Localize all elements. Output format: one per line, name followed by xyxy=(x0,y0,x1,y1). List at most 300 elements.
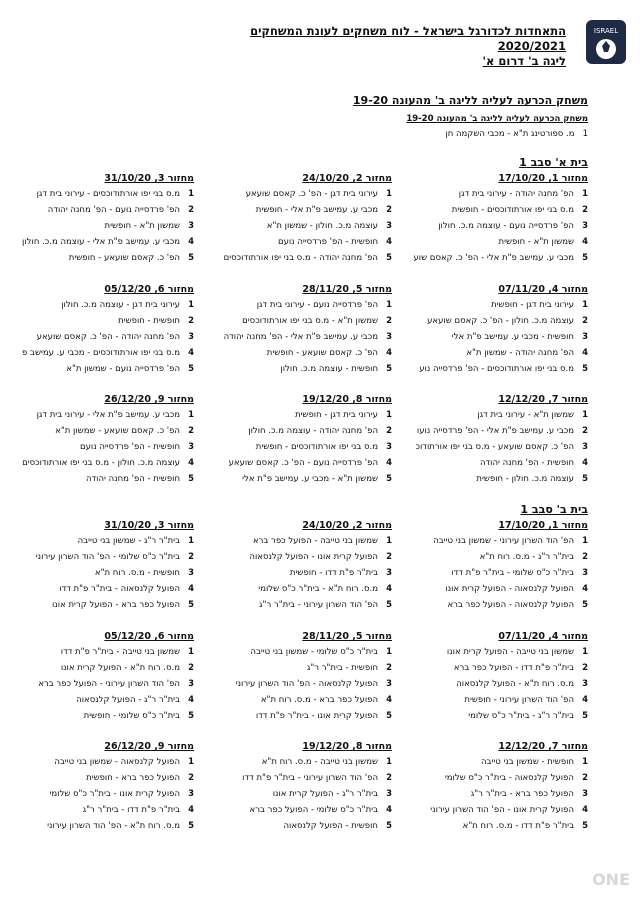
watermark-logo: ONE xyxy=(592,870,630,889)
match-row xyxy=(8,770,194,786)
match-text: שמשון ת"א - חופשית xyxy=(498,237,574,247)
match-row xyxy=(206,407,392,423)
match-number: 5 xyxy=(386,364,392,374)
match-number: 1 xyxy=(188,189,194,199)
match-text: הפועל קרית אונו - הפ' הוד השרון עירוני xyxy=(430,805,574,815)
playoff-subtitle: משחק הכרעה לעליה לליגה ב' מהעונה 19-20 xyxy=(406,114,588,124)
match-text: הפ' פרדסייה נועם - הפ' כ. קאסם שועאע xyxy=(228,458,378,468)
match-row xyxy=(206,692,392,708)
match-row xyxy=(206,708,392,724)
match-text: חופשית - מ.ס. רוח ת"א xyxy=(94,568,180,578)
match-number: 1 xyxy=(386,410,392,420)
round-header: מחזור 3, 31/10/20 xyxy=(104,173,194,184)
ifa-logo xyxy=(582,18,630,66)
match-row xyxy=(206,660,392,676)
match-text: חופשית - הפ' פרדסייה נועם xyxy=(277,237,378,247)
match-text: חופשית - חופשית xyxy=(118,316,180,326)
match-text: בית"ר פ"ת דדו - מ.ס. רוח ת"א xyxy=(462,821,574,831)
round-block xyxy=(206,393,392,487)
match-row xyxy=(206,471,392,487)
match-number: 2 xyxy=(386,205,392,215)
match-text: מ.ס. רוח ת"א - בית"ר כ"ס שלומי xyxy=(258,584,378,594)
match-number: 2 xyxy=(582,205,588,215)
match-number: 3 xyxy=(188,679,194,689)
match-number: 5 xyxy=(188,711,194,721)
match-row xyxy=(402,770,588,786)
match-number: 4 xyxy=(386,237,392,247)
match-text: מכבי ע. עמישב פ"ת אלי - הפ' מחנה יהודה xyxy=(223,332,378,342)
match-text: עירוני בית דגן - עוצמה מ.כ. חולון xyxy=(61,300,180,310)
match-row xyxy=(206,644,392,660)
match-text: הפועל קלנסאוה - בית"ר כ"ס שלומי xyxy=(444,773,574,783)
match-text: הפועל קלנסאוה - הפ' הוד השרון עירוני xyxy=(235,679,378,689)
match-text: עירוני בית דגן - חופשית xyxy=(294,410,378,420)
match-number: 2 xyxy=(188,773,194,783)
match-row xyxy=(206,234,392,250)
match-number: 1 xyxy=(582,647,588,657)
match-text: הפ' הוד השרון עירוני - הפועל כפר ברא xyxy=(38,679,180,689)
match-text: בית"ר פ"ת דדו - בית"ר ר"ג xyxy=(82,805,180,815)
match-text: הפ' פרדסייה נועם - שמשון ת"א xyxy=(66,364,180,374)
match-row xyxy=(402,549,588,565)
match-number: 1 xyxy=(386,536,392,546)
match-number: 4 xyxy=(188,805,194,815)
match-text: מכבי ע. עמישב פ"ת אלי - חופשית xyxy=(255,205,378,215)
match-number: 4 xyxy=(386,695,392,705)
match-text: עירוני בית דגן - הפ' כ. קאסם שועאע xyxy=(245,189,378,199)
match-number: 4 xyxy=(386,458,392,468)
match-row xyxy=(402,471,588,487)
match-number: 5 xyxy=(582,711,588,721)
match-row xyxy=(206,533,392,549)
match-text: הפ' כ. קאסם שועאע - חופשית xyxy=(266,348,378,358)
match-row xyxy=(206,565,392,581)
round-header: מחזור 2, 24/10/20 xyxy=(302,173,392,184)
match-text: עירוני בית דגן - חופשית xyxy=(490,300,574,310)
match-row xyxy=(8,250,194,266)
match-row xyxy=(206,297,392,313)
match-number: 4 xyxy=(582,695,588,705)
match-row xyxy=(402,676,588,692)
match-row xyxy=(206,218,392,234)
match-row xyxy=(8,297,194,313)
round-block xyxy=(402,519,588,613)
document-header xyxy=(186,24,566,69)
match-number: 2 xyxy=(386,663,392,673)
match-number: 1 xyxy=(582,757,588,767)
round-header: מחזור 7, 12/12/20 xyxy=(498,394,588,405)
match-row xyxy=(206,313,392,329)
match-row xyxy=(206,186,392,202)
match-row xyxy=(402,660,588,676)
match-number: 1 xyxy=(386,300,392,310)
match-text: הפ' מחנה יהודה - עירוני בית דגן xyxy=(458,189,574,199)
match-text: חופשית - הפ' פרדסייה נועם xyxy=(79,442,180,452)
match-row xyxy=(206,329,392,345)
round-block xyxy=(206,283,392,377)
round-block xyxy=(8,740,194,834)
match-row xyxy=(402,802,588,818)
match-number: 4 xyxy=(188,584,194,594)
round-header: מחזור 9, 26/12/20 xyxy=(104,741,194,752)
match-text: מכבי ע. עמישב פ"ת אלי - עירוני בית דגן xyxy=(36,410,180,420)
match-row xyxy=(402,423,588,439)
round-block xyxy=(206,519,392,613)
match-row xyxy=(206,597,392,613)
match-text: מ.ס בני יפו אורתודוכסים - חופשית xyxy=(255,442,378,452)
match-text: חופשית - הפועל קלנסאוה xyxy=(283,821,378,831)
match-row xyxy=(8,313,194,329)
logo-text: ISRAEL xyxy=(593,27,619,35)
match-text: הפ' הוד השרון עירוני - בית"ר ר"ג xyxy=(259,600,378,610)
match-text: הפועל קלנסאוה - הפועל כפר ברא xyxy=(447,600,574,610)
match-text: הפ' הוד השרון עירוני - חופשית xyxy=(464,695,574,705)
match-row xyxy=(402,692,588,708)
match-number: 3 xyxy=(188,789,194,799)
match-number: 4 xyxy=(582,237,588,247)
match-text: הפועל קלנסאוה - שמשון בני טייבה xyxy=(54,757,180,767)
match-text: בית"ר כ"ס שלומי - הפ' הוד השרון עירוני xyxy=(35,552,180,562)
match-text: חופשית - בית"ר ר"ג xyxy=(306,663,378,673)
match-text: שמשון בני טייבה - הפועל כפר ברא xyxy=(252,536,378,546)
match-text: הפ' הוד השרון עירוני - בית"ר פ"ת דדו xyxy=(242,773,378,783)
match-row xyxy=(8,407,194,423)
match-row xyxy=(8,708,194,724)
match-number: 5 xyxy=(386,711,392,721)
match-row xyxy=(206,202,392,218)
match-number: 2 xyxy=(582,552,588,562)
round-block xyxy=(402,630,588,724)
match-text: עוצמה מ.כ. חולון - מ.ס בני יפו אורתודוכסים xyxy=(22,458,180,468)
match-number: 1 xyxy=(582,300,588,310)
match-row xyxy=(206,770,392,786)
match-row xyxy=(206,802,392,818)
match-row xyxy=(8,786,194,802)
section-title-group-a: בית א' סבב 1 xyxy=(519,156,588,169)
match-text: מ.ס. רוח ת"א - הפ' הוד השרון עירוני xyxy=(47,821,180,831)
round-header: מחזור 5, 28/11/20 xyxy=(302,631,392,642)
playoff-match-number: 1 xyxy=(582,129,588,139)
match-text: חופשית - מכבי ע. עמישב פ"ת אלי xyxy=(451,332,574,342)
match-row xyxy=(8,692,194,708)
round-block xyxy=(402,740,588,834)
match-number: 3 xyxy=(188,221,194,231)
match-number: 1 xyxy=(188,757,194,767)
match-number: 1 xyxy=(188,647,194,657)
match-text: בית"ר ר"ג - הפועל קרית אונו xyxy=(272,789,378,799)
match-text: הפ' הוד השרון עירוני - שמשון בני טייבה xyxy=(433,536,574,546)
round-header: מחזור 4, 07/11/20 xyxy=(498,284,588,295)
match-number: 5 xyxy=(188,253,194,263)
match-number: 3 xyxy=(582,789,588,799)
round-header: מחזור 8, 19/12/20 xyxy=(302,394,392,405)
match-number: 2 xyxy=(386,316,392,326)
round-block xyxy=(206,172,392,266)
match-text: חופשית - הפ' מחנה יהודה xyxy=(85,474,180,484)
match-row xyxy=(8,234,194,250)
match-text: חופשית - הפ' מחנה יהודה xyxy=(479,458,574,468)
match-row xyxy=(402,708,588,724)
match-text: בית"ר כ"ס שלומי - בית"ר פ"ת דדו xyxy=(451,568,574,578)
match-number: 1 xyxy=(386,189,392,199)
match-row xyxy=(206,250,392,266)
match-row xyxy=(402,313,588,329)
round-block xyxy=(8,630,194,724)
match-number: 2 xyxy=(188,426,194,436)
match-number: 5 xyxy=(386,821,392,831)
match-row xyxy=(402,597,588,613)
match-number: 3 xyxy=(188,568,194,578)
match-row xyxy=(402,786,588,802)
match-number: 2 xyxy=(386,426,392,436)
match-text: בית"ר ר"ג - שמשון בני טייבה xyxy=(77,536,180,546)
round-block xyxy=(8,283,194,377)
match-row xyxy=(8,660,194,676)
match-text: עוצמה מ.כ. חולון - הפ' כ. קאסם שועאע xyxy=(427,316,574,326)
match-row xyxy=(206,754,392,770)
round-header: מחזור 7, 12/12/20 xyxy=(498,741,588,752)
match-number: 5 xyxy=(188,600,194,610)
match-row xyxy=(402,754,588,770)
match-row xyxy=(8,218,194,234)
match-number: 1 xyxy=(386,757,392,767)
match-number: 2 xyxy=(188,316,194,326)
match-number: 5 xyxy=(582,253,588,263)
match-number: 5 xyxy=(386,600,392,610)
match-row xyxy=(8,818,194,834)
match-text: הפועל כפר ברא - בית"ר ר"ג xyxy=(470,789,574,799)
match-row xyxy=(8,202,194,218)
match-row xyxy=(8,423,194,439)
match-number: 5 xyxy=(188,474,194,484)
match-row xyxy=(206,818,392,834)
match-number: 1 xyxy=(386,647,392,657)
match-row xyxy=(402,439,588,455)
match-number: 3 xyxy=(582,221,588,231)
section-title-group-b: בית ב' סבב 1 xyxy=(520,503,588,516)
match-number: 4 xyxy=(386,348,392,358)
match-text: חופשית - עוצמה מ.כ. חולון xyxy=(280,364,378,374)
match-number: 2 xyxy=(582,773,588,783)
match-text: הפ' מחנה יהודה - מ.ס בני יפו אורתודוכסים xyxy=(223,253,378,263)
match-text: בית"ר פ"ת דדו - חופשית xyxy=(289,568,378,578)
match-row xyxy=(402,455,588,471)
round-header: מחזור 6, 05/12/20 xyxy=(104,631,194,642)
match-text: הפ' כ. קאסם שועאע - חופשית xyxy=(68,253,180,263)
round-block xyxy=(206,630,392,724)
match-number: 5 xyxy=(386,253,392,263)
match-row xyxy=(206,361,392,377)
match-number: 2 xyxy=(386,552,392,562)
match-row xyxy=(8,565,194,581)
match-row xyxy=(206,786,392,802)
match-number: 1 xyxy=(188,300,194,310)
match-text: עוצמה מ.כ. חולון - שמשון ת"א xyxy=(266,221,378,231)
match-number: 4 xyxy=(386,584,392,594)
match-number: 3 xyxy=(188,332,194,342)
match-text: הפועל קרית אונו - בית"ר כ"ס שלומי xyxy=(49,789,180,799)
match-row xyxy=(402,329,588,345)
round-header: מחזור 5, 28/11/20 xyxy=(302,284,392,295)
match-number: 2 xyxy=(582,663,588,673)
match-text: בית"ר כ"ס שלומי - חופשית xyxy=(83,711,180,721)
match-number: 5 xyxy=(188,364,194,374)
match-number: 2 xyxy=(582,316,588,326)
match-row xyxy=(8,361,194,377)
match-text: מכבי ע. עמישב פ"ת אלי - הפ' כ. קאסם שוע xyxy=(413,253,574,263)
match-number: 5 xyxy=(582,600,588,610)
match-text: הפ' מחנה יהודה - עוצמה מ.כ. חולון xyxy=(248,426,378,436)
match-row xyxy=(8,439,194,455)
match-text: הפ' פרדסייה נועם - הפ' מחנה יהודה xyxy=(47,205,180,215)
match-row xyxy=(8,581,194,597)
match-number: 5 xyxy=(386,474,392,484)
match-row xyxy=(402,644,588,660)
match-number: 2 xyxy=(188,552,194,562)
match-number: 3 xyxy=(386,568,392,578)
promotion-playoff xyxy=(228,94,588,139)
match-row xyxy=(8,754,194,770)
match-text: בית"ר כ"ס שלומי - שמשון בני טייבה xyxy=(250,647,378,657)
match-text: הפועל כפר ברא - מ.ס. רוח ת"א xyxy=(260,695,378,705)
match-number: 3 xyxy=(582,679,588,689)
header-title: התאחדות לכדורגל בישראל - לוח משחקים לעונת המשחקים 2020/2021 xyxy=(250,24,566,53)
match-text: בית"ר ר"ג - בית"ר כ"ס שלומי xyxy=(468,711,574,721)
round-header: מחזור 8, 19/12/20 xyxy=(302,741,392,752)
match-number: 3 xyxy=(386,332,392,342)
match-text: חופשית - שמשון בני טייבה xyxy=(480,757,574,767)
match-row xyxy=(8,597,194,613)
match-number: 4 xyxy=(188,695,194,705)
match-text: שמשון ת"א - חופשית xyxy=(104,221,180,231)
match-text: הפועל קלנסאוה - הפועל קרית אונו xyxy=(445,584,574,594)
match-number: 2 xyxy=(188,663,194,673)
match-text: שמשון ת"א - עירוני בית דגן xyxy=(477,410,574,420)
match-row xyxy=(206,439,392,455)
match-number: 4 xyxy=(188,237,194,247)
match-row xyxy=(402,345,588,361)
match-text: בית"ר ר"ג - מ.ס. רוח ת"א xyxy=(479,552,574,562)
match-row xyxy=(8,549,194,565)
round-block xyxy=(402,172,588,266)
match-text: הפועל קרית אונו - הפועל קלנסאוה xyxy=(249,552,378,562)
match-text: הפועל כפר ברא - חופשית xyxy=(86,773,180,783)
match-row xyxy=(8,186,194,202)
match-text: בית"ר כ"ס שלומי - הפועל כפר ברא xyxy=(249,805,378,815)
round-block xyxy=(8,172,194,266)
match-text: הפ' פרדסייה נועם - עוצמה מ.כ. חולון xyxy=(438,221,574,231)
match-row xyxy=(402,361,588,377)
match-number: 5 xyxy=(188,821,194,831)
round-header: מחזור 1, 17/10/20 xyxy=(498,173,588,184)
match-row xyxy=(402,581,588,597)
match-row xyxy=(8,802,194,818)
round-header: מחזור 9, 26/12/20 xyxy=(104,394,194,405)
match-text: שמשון ת"א - מכבי ע. עמישב פ"ת אלי xyxy=(242,474,378,484)
match-number: 5 xyxy=(582,474,588,484)
round-block xyxy=(206,740,392,834)
match-text: הפ' כ. קאסם שועאע - מ.ס בני יפו אורתודוכ xyxy=(415,442,574,452)
league-title: ליגה ב' דרום א' xyxy=(482,54,566,68)
match-number: 3 xyxy=(386,789,392,799)
match-row xyxy=(402,218,588,234)
match-number: 3 xyxy=(582,442,588,452)
match-row xyxy=(206,423,392,439)
round-block xyxy=(8,393,194,487)
match-number: 4 xyxy=(582,805,588,815)
match-row xyxy=(8,329,194,345)
match-row xyxy=(206,345,392,361)
match-number: 4 xyxy=(582,348,588,358)
playoff-title: משחק הכרעה לעליה לליגה ב' מהעונה 19-20 xyxy=(352,94,588,107)
match-number: 3 xyxy=(386,679,392,689)
match-text: הפ' מחנה יהודה - הפ' כ. קאסם שועאע xyxy=(36,332,180,342)
match-text: הפועל קלנסאוה - בית"ר פ"ת דדו xyxy=(59,584,180,594)
match-row xyxy=(402,250,588,266)
match-row xyxy=(8,644,194,660)
match-text: בית"ר פ"ת דדו - הפועל כפר ברא xyxy=(453,663,574,673)
match-row xyxy=(402,297,588,313)
round-header: מחזור 3, 31/10/20 xyxy=(104,520,194,531)
match-number: 1 xyxy=(582,189,588,199)
match-row xyxy=(402,202,588,218)
match-row xyxy=(402,234,588,250)
match-number: 3 xyxy=(386,442,392,452)
match-row xyxy=(402,533,588,549)
match-number: 5 xyxy=(582,364,588,374)
match-number: 3 xyxy=(582,568,588,578)
match-number: 4 xyxy=(188,348,194,358)
match-row xyxy=(402,565,588,581)
match-number: 1 xyxy=(188,410,194,420)
match-text: מ.ס בני יפו אורתודוכסים - מכבי ע. עמישב פ xyxy=(22,348,180,358)
match-row xyxy=(8,345,194,361)
match-text: שמשון ת"א - מ.ס בני יפו אורתודוכסים xyxy=(242,316,378,326)
match-number: 3 xyxy=(582,332,588,342)
match-number: 1 xyxy=(582,410,588,420)
match-text: עוצמה מ.כ. חולון - חופשית xyxy=(476,474,574,484)
match-text: מכבי ע. עמישב פ"ת אלי - הפ' פרדסייה נועו xyxy=(416,426,574,436)
round-header: מחזור 4, 07/11/20 xyxy=(498,631,588,642)
round-header: מחזור 1, 17/10/20 xyxy=(498,520,588,531)
playoff-match-text: מ. ספורטינג ת"א - מכבי השקמה חן xyxy=(445,129,575,139)
match-text: בית"ר ר"ג - הפועל קלנסאוה xyxy=(76,695,180,705)
match-text: הפועל קרית אונו - בית"ר פ"ת דדו xyxy=(255,711,378,721)
match-row xyxy=(402,186,588,202)
match-number: 4 xyxy=(188,458,194,468)
match-number: 5 xyxy=(582,821,588,831)
match-text: מ.ס בני יפו אורתודוכסים - עירוני בית דגן xyxy=(36,189,180,199)
match-row xyxy=(206,455,392,471)
match-text: מ.ס בני יפו אורתודוכסים - חופשית xyxy=(451,205,574,215)
match-text: שמשון בני טייבה - הפועל קרית אונו xyxy=(446,647,574,657)
match-number: 3 xyxy=(188,442,194,452)
match-number: 2 xyxy=(582,426,588,436)
match-text: הפועל כפר ברא - הפועל קרית אונו xyxy=(52,600,180,610)
match-text: מ.ס. רוח ת"א - הפועל קרית אונו xyxy=(60,663,180,673)
match-row xyxy=(206,549,392,565)
match-row xyxy=(8,676,194,692)
match-number: 4 xyxy=(582,584,588,594)
match-text: מ.ס. רוח ת"א - הפועל קלנסאוה xyxy=(456,679,574,689)
match-text: הפ' כ. קאסם שועאע - שמשון ת"א xyxy=(55,426,180,436)
match-row xyxy=(8,471,194,487)
match-row xyxy=(8,533,194,549)
match-number: 4 xyxy=(386,805,392,815)
match-number: 4 xyxy=(582,458,588,468)
round-block xyxy=(402,393,588,487)
round-block xyxy=(8,519,194,613)
